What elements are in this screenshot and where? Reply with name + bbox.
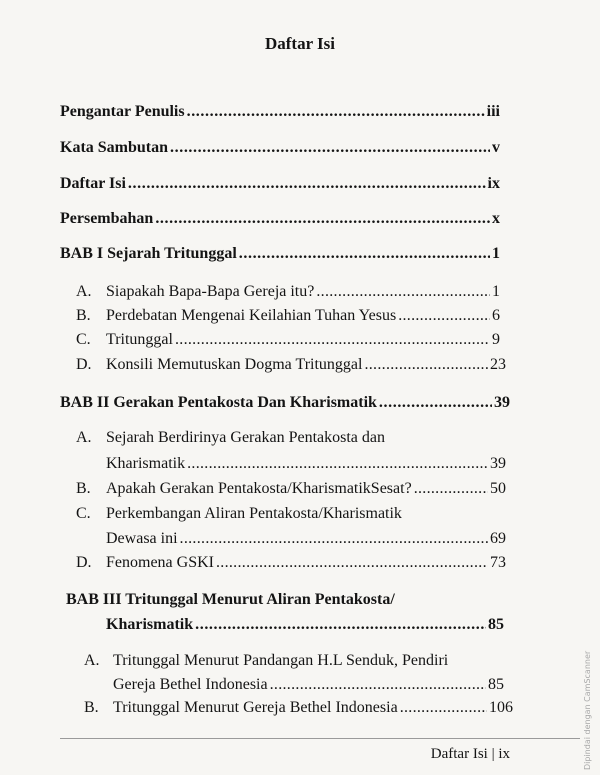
toc-page: 50 (490, 480, 506, 497)
toc-item-bab2-a[interactable] (106, 453, 506, 475)
toc-label: Daftar Isi (60, 175, 126, 192)
toc-label: Dewasa ini (106, 530, 178, 547)
toc-chapter-bab-2[interactable] (60, 392, 510, 414)
page-footer: Daftar Isi | ix (430, 746, 510, 762)
toc-leader (379, 392, 492, 414)
toc-item-letter: A. (84, 652, 100, 669)
toc-entry-pengantar[interactable] (60, 101, 500, 123)
toc-leader (180, 528, 488, 550)
toc-page: ix (487, 175, 500, 192)
toc-page: 106 (489, 699, 513, 716)
toc-label: Pengantar Penulis (60, 103, 185, 120)
scanner-watermark: Dipindai dengan CamScanner (583, 650, 592, 770)
toc-label: Kharismatik (106, 455, 186, 472)
toc-label: Tritunggal Menurut Gereja Bethel Indonesia (113, 699, 398, 716)
toc-chapter-bab-1[interactable] (60, 243, 500, 265)
toc-item-letter: D. (76, 356, 92, 373)
toc-page: 23 (490, 356, 506, 373)
toc-page: 73 (490, 554, 506, 571)
toc-label: Konsili Memutuskan Dogma Tritunggal (106, 356, 363, 373)
toc-page: 9 (492, 331, 500, 348)
toc-leader (128, 173, 486, 195)
toc-page: x (492, 210, 500, 227)
toc-page: 85 (488, 676, 504, 693)
toc-leader (170, 137, 490, 159)
toc-leader (175, 329, 490, 351)
toc-page: 1 (492, 245, 500, 262)
page-title: Daftar Isi (264, 34, 336, 53)
toc-leader (414, 478, 488, 500)
toc-item-first-line: Tritunggal Menurut Pandangan H.L Senduk, Pendiri (113, 652, 449, 669)
toc-leader (364, 354, 488, 376)
toc-item-bab2-b[interactable] (106, 478, 506, 500)
toc-page: 69 (490, 530, 506, 547)
toc-label: BAB II Gerakan Pentakosta Dan Kharismatik (60, 394, 377, 411)
toc-label: Gereja Bethel Indonesia (113, 676, 268, 693)
toc-item-bab1-b[interactable] (106, 305, 500, 327)
toc-item-bab2-d[interactable] (106, 552, 506, 574)
toc-leader (155, 208, 490, 230)
toc-page: 85 (488, 616, 504, 633)
toc-leader (216, 552, 488, 574)
toc-label: Apakah Gerakan Pentakosta/KharismatikSesat? (106, 480, 412, 497)
footer-divider (60, 738, 580, 739)
toc-entry-persembahan[interactable] (60, 208, 500, 230)
toc-chapter-bab-3[interactable] (106, 614, 504, 636)
toc-page: v (492, 139, 500, 156)
toc-page: 39 (494, 394, 510, 411)
toc-entry-sambutan[interactable] (60, 137, 500, 159)
toc-item-bab2-c[interactable] (106, 528, 506, 550)
toc-leader (187, 101, 485, 123)
toc-label: Perdebatan Mengenai Keilahian Tuhan Yesus (106, 307, 397, 324)
toc-page: 39 (490, 455, 506, 472)
toc-label: Persembahan (60, 210, 154, 227)
toc-item-bab1-d[interactable] (106, 354, 506, 376)
toc-leader (270, 674, 486, 696)
toc-item-bab3-a[interactable] (113, 674, 504, 696)
toc-item-letter: A. (76, 283, 92, 300)
toc-label: Tritunggal (106, 331, 173, 348)
toc-item-first-line: Sejarah Berdirinya Gerakan Pentakosta dan (106, 429, 386, 446)
toc-item-bab1-a[interactable] (106, 281, 500, 303)
toc-item-letter: C. (76, 505, 91, 522)
toc-label: BAB I Sejarah Tritunggal (60, 245, 237, 262)
toc-leader (398, 305, 490, 327)
toc-page: 6 (492, 307, 500, 324)
toc-page: 1 (492, 283, 500, 300)
toc-leader (316, 281, 490, 303)
toc-label: Fenomena GSKI (106, 554, 214, 571)
toc-item-first-line: Perkembangan Aliran Pentakosta/Kharismatik (106, 505, 402, 522)
toc-item-bab3-b[interactable] (113, 697, 513, 719)
toc-label: Kata Sambutan (60, 139, 169, 156)
toc-chapter-bab-3-first-line: BAB III Tritunggal Menurut Aliran Pentakosta/ (66, 591, 395, 608)
toc-leader (195, 614, 486, 636)
toc-leader (239, 243, 490, 265)
toc-item-letter: B. (76, 307, 91, 324)
toc-item-letter: B. (76, 480, 91, 497)
toc-item-letter: B. (84, 699, 99, 716)
toc-item-bab1-c[interactable] (106, 329, 500, 351)
toc-entry-daftar-isi[interactable] (60, 173, 500, 195)
toc-item-letter: A. (76, 429, 92, 446)
toc-leader (400, 697, 487, 719)
toc-item-letter: D. (76, 554, 92, 571)
toc-leader (187, 453, 488, 475)
toc-page: iii (486, 103, 500, 120)
toc-label: Siapakah Bapa-Bapa Gereja itu? (106, 283, 315, 300)
toc-label: Kharismatik (106, 616, 194, 633)
toc-item-letter: C. (76, 331, 91, 348)
